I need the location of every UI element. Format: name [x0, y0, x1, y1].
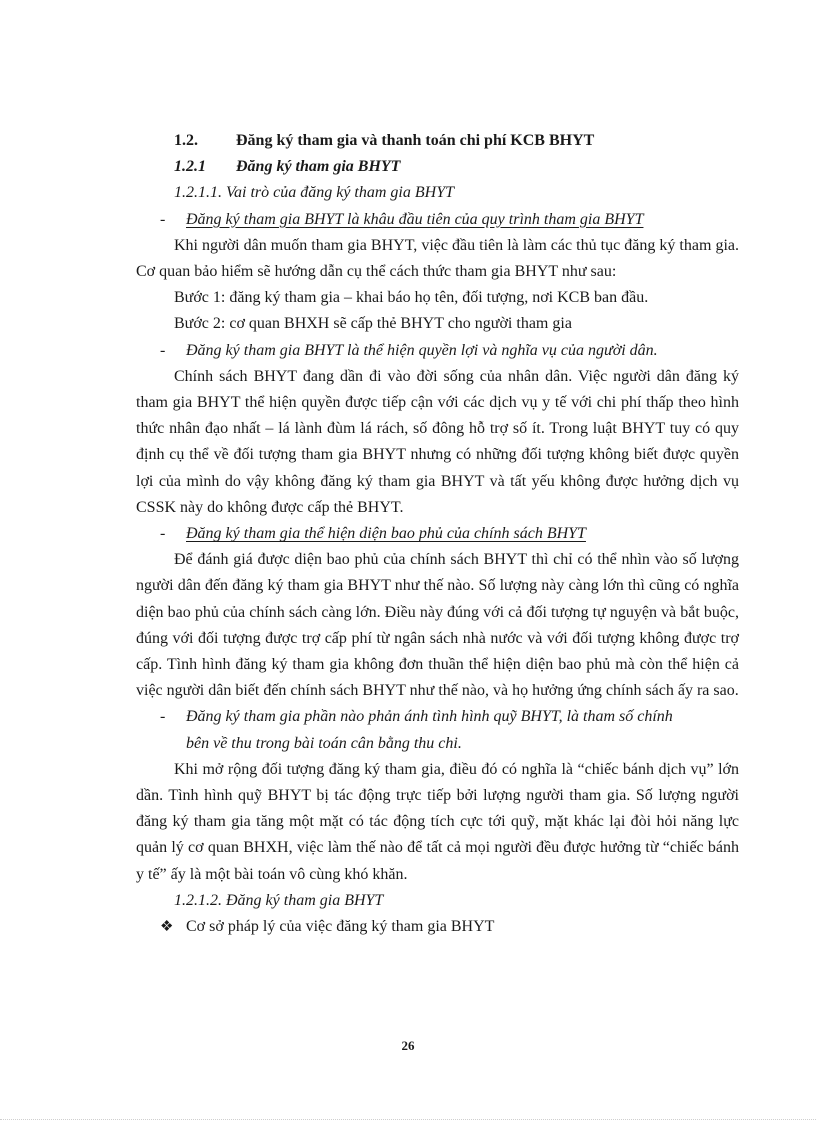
bullet-item — [136, 207, 739, 233]
heading-1-2-1-2: 1.2.1.2. Đăng ký tham gia BHYT — [174, 891, 384, 909]
heading-1-2-1 — [136, 154, 739, 180]
heading-1-2-1-1: 1.2.1.1. Vai trò của đăng ký tham gia BHYT — [174, 184, 454, 202]
bullet-item — [136, 521, 739, 547]
diamond-bullet-item — [136, 914, 739, 940]
page-number: 26 — [401, 1038, 415, 1053]
paragraph: Chính sách BHYT đang dần đi vào đời sống của nhân dân. Việc người dân đăng ký tham gia BHYT thể hiện quyền được tiếp cận với các dịch vụ y tế với chi phí thấp theo hình thức nhân đạo nhất – lá lành đùm lá rách, số đông hỗ trợ số ít. Trong luật BHYT tuy có quy định cụ thể về đối tượng tham gia BHYT nhưng có những đối tượng không biết được quyền lợi của mình do vậy không đăng ký tham gia BHYT và tất yếu không được hưởng dịch vụ CSSK này do không được cấp thẻ BHYT. — [136, 367, 739, 516]
dash-bullet-icon: - — [160, 341, 166, 359]
page-content — [136, 128, 739, 940]
bullet-item — [136, 704, 739, 730]
heading-1-2-1-title: Đăng ký tham gia BHYT — [236, 158, 401, 176]
page-edge-divider — [0, 1119, 816, 1120]
step-2: Bước 2: cơ quan BHXH sẽ cấp thẻ BHYT cho người tham gia — [174, 315, 572, 333]
bullet-text: Đăng ký tham gia BHYT là thể hiện quyền lợi và nghĩa vụ của người dân. — [186, 341, 658, 359]
dash-bullet-icon: - — [160, 210, 166, 228]
paragraph: Để đánh giá được diện bao phủ của chính sách BHYT thì chỉ có thể nhìn vào số lượng người dân đến đăng ký tham gia BHYT như thế nào. Số lượng này càng lớn thì cũng có nghĩa diện bao phủ của chính sách càng lớn. Điều này đúng với cả đối tượng tự nguyện và bắt buộc, đúng với đối tượng được trợ cấp phí từ ngân sách nhà nước và với đối tượng không được trợ cấp. Tình hình đăng ký tham gia không đơn thuần thể hiện diện bao phủ mà còn thể hiện cả việc người dân biết đến chính sách BHYT như thế nào, và họ hưởng ứng chính sách ấy ra sao. — [136, 551, 739, 700]
heading-1-2-number: 1.2. — [174, 132, 198, 149]
dash-bullet-icon: - — [160, 708, 166, 726]
heading-1-2-title: Đăng ký tham gia và thanh toán chi phí KCB BHYT — [236, 132, 595, 149]
bullet-item — [136, 338, 739, 364]
bullet-text: Đăng ký tham gia phần nào phản ánh tình hình quỹ BHYT, là tham số chính — [186, 708, 673, 726]
heading-1-2-1-number: 1.2.1 — [174, 158, 206, 176]
diamond-bullet-icon: ❖ — [160, 919, 174, 936]
paragraph: Khi người dân muốn tham gia BHYT, việc đầu tiên là làm các thủ tục đăng ký tham gia. Cơ quan bảo hiểm sẽ hướng dẫn cụ thể cách thức tham gia BHYT như sau: — [136, 236, 739, 281]
bullet-text-continued: bên về thu trong bài toán cân bằng thu chi. — [186, 734, 462, 752]
step-1: Bước 1: đăng ký tham gia – khai báo họ tên, đối tượng, nơi KCB ban đầu. — [174, 289, 649, 307]
heading-1-2 — [136, 128, 739, 154]
diamond-bullet-text: Cơ sở pháp lý của việc đăng ký tham gia BHYT — [186, 918, 495, 936]
bullet-text: Đăng ký tham gia thể hiện diện bao phủ của chính sách BHYT — [186, 525, 586, 543]
bullet-text: Đăng ký tham gia BHYT là khâu đầu tiên của quy trình tham gia BHYT — [186, 210, 644, 228]
dash-bullet-icon: - — [160, 525, 166, 543]
paragraph: Khi mở rộng đối tượng đăng ký tham gia, điều đó có nghĩa là “chiếc bánh dịch vụ” lớn dần. Tình hình quỹ BHYT bị tác động trực tiếp bởi lượng người tham gia. Số lượng người đăng ký tham gia tăng một mặt có tác động tích cực tới quỹ, mặt khác lại đòi hỏi năng lực quản lý cơ quan BHXH, việc làm thế nào để tất cả mọi người đều được hưởng từ “chiếc bánh y tế” ấy là một bài toán vô cùng khó khăn. — [136, 760, 739, 883]
